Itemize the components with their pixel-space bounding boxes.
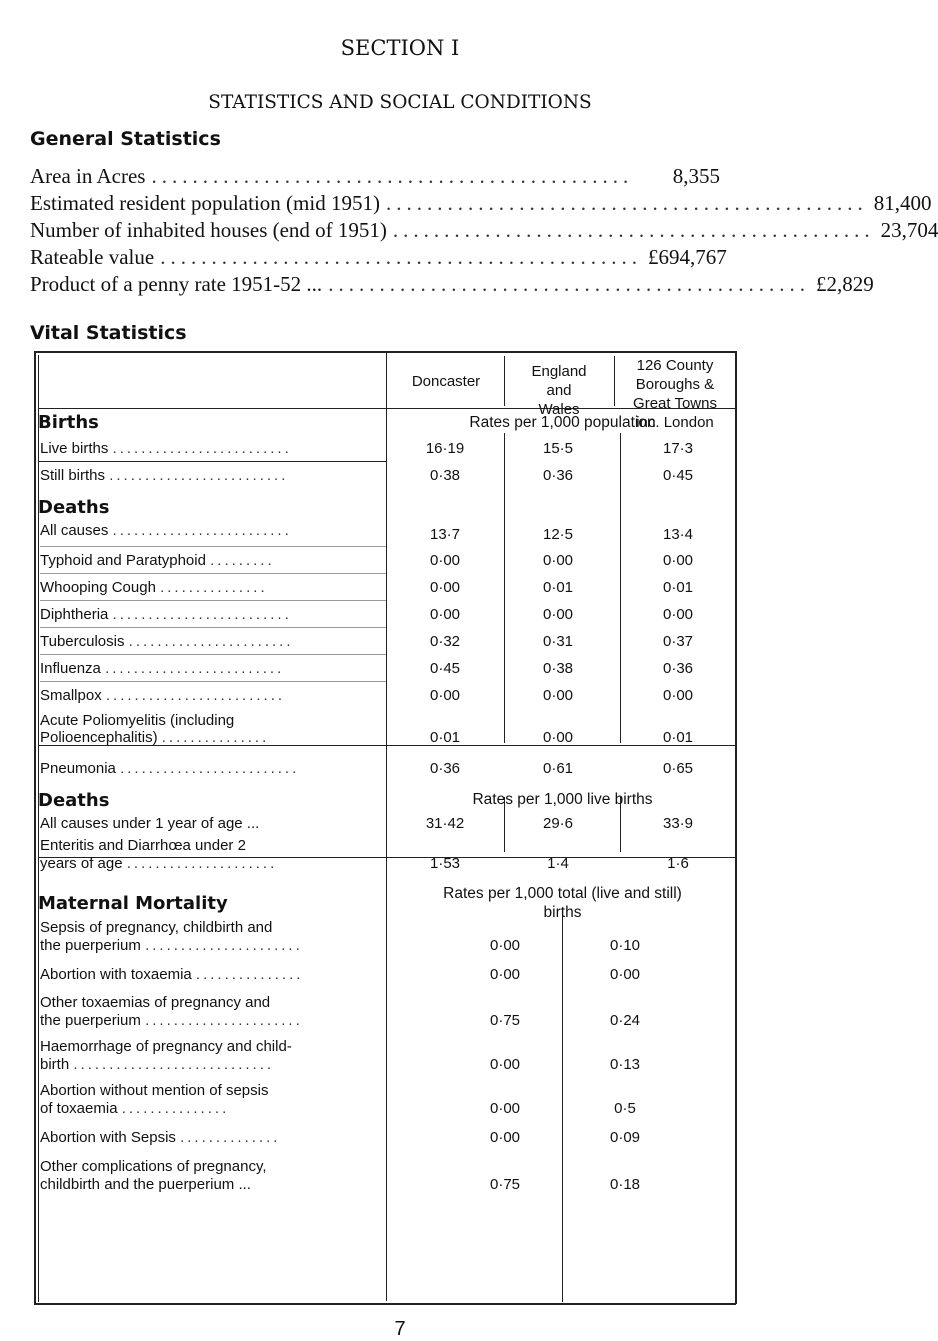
table-border-bottom	[34, 1303, 736, 1305]
row-rule	[40, 627, 386, 628]
table-row-label: Typhoid and Paratyphoid .........	[40, 552, 275, 569]
col-header-county: 126 County Boroughs & Great Towns inc. London	[633, 357, 717, 431]
births-heading: Births	[38, 412, 99, 433]
page-title: STATISTICS AND SOCIAL CONDITIONS	[208, 92, 592, 113]
cell-county: 0·01	[662, 729, 694, 746]
deaths-heading: Deaths	[38, 497, 110, 518]
infant-deaths-heading: Deaths	[38, 790, 110, 811]
table-row-label: Other toxaemias of pregnancy and the puerperium ......................	[40, 994, 303, 1029]
table-row-label: Still births .........................	[40, 467, 289, 484]
cell-county: 0·18	[609, 1176, 641, 1193]
cell-doncaster: 0·75	[489, 1176, 521, 1193]
cell-doncaster: 0·00	[489, 1129, 521, 1146]
cell-doncaster: 0·75	[489, 1012, 521, 1029]
cell-england: 12·5	[542, 526, 574, 543]
cell-county: 0·10	[609, 937, 641, 954]
col-divider-1-body	[504, 433, 505, 743]
cell-england: 29·6	[542, 815, 574, 832]
cell-england: 0·61	[542, 760, 574, 777]
cell-doncaster: 0·00	[429, 579, 461, 596]
cell-doncaster: 0·00	[429, 606, 461, 623]
table-row-label: Smallpox .........................	[40, 687, 286, 704]
cell-england: 0·36	[542, 467, 574, 484]
general-row: Estimated resident population (mid 1951) ............................................... 81,400	[30, 191, 932, 215]
cell-doncaster: 0·00	[489, 1056, 521, 1073]
cell-county: 17·3	[662, 440, 694, 457]
table-row-label: Abortion with Sepsis ..............	[40, 1129, 281, 1146]
row-rule	[40, 573, 386, 574]
cell-county: 0·01	[662, 579, 694, 596]
infant-rate-label: Rates per 1,000 live births	[472, 791, 653, 808]
table-row-label: Pneumonia .........................	[40, 760, 300, 777]
table-row-label: All causes .........................	[40, 522, 292, 539]
row-rule	[40, 681, 386, 682]
cell-england: 0·00	[542, 729, 574, 746]
cell-doncaster: 0·38	[429, 467, 461, 484]
cell-county: 0·45	[662, 467, 694, 484]
table-border-top	[34, 351, 736, 353]
cell-england: 0·00	[542, 552, 574, 569]
cell-county: 0·65	[662, 760, 694, 777]
births-rule	[38, 461, 386, 462]
cell-county: 13·4	[662, 526, 694, 543]
cell-doncaster: 0·32	[429, 633, 461, 650]
general-heading: General Statistics	[30, 128, 221, 150]
cell-england: 0·00	[542, 606, 574, 623]
col-divider-maternal	[562, 914, 563, 1302]
col-header-doncaster: Doncaster	[411, 373, 481, 390]
table-row-label: Abortion without mention of sepsis of toxaemia ...............	[40, 1082, 269, 1117]
col-divider-2-body	[620, 433, 621, 743]
cell-doncaster: 0·00	[489, 937, 521, 954]
cell-doncaster: 13·7	[429, 526, 461, 543]
cell-doncaster: 0·00	[489, 1100, 521, 1117]
cell-doncaster: 16·19	[425, 440, 465, 457]
cell-doncaster: 0·36	[429, 760, 461, 777]
table-row-label: Enteritis and Diarrhœa under 2 years of age .....................	[40, 837, 278, 872]
cell-doncaster: 1·53	[429, 855, 461, 872]
cell-doncaster: 0·45	[429, 660, 461, 677]
cell-county: 0·00	[662, 606, 694, 623]
col-divider-label	[386, 351, 387, 1301]
cell-county: 33·9	[662, 815, 694, 832]
table-row-label: Influenza .........................	[40, 660, 285, 677]
section-heading: SECTION I	[340, 36, 460, 60]
cell-england: 0·00	[542, 687, 574, 704]
cell-england: 15·5	[542, 440, 574, 457]
cell-county: 0·00	[609, 966, 641, 983]
cell-county: 0·09	[609, 1129, 641, 1146]
cell-county: 0·00	[662, 552, 694, 569]
table-row-label: Whooping Cough ...............	[40, 579, 268, 596]
vital-heading: Vital Statistics	[30, 322, 187, 344]
row-rule	[40, 600, 386, 601]
cell-england: 0·31	[542, 633, 574, 650]
page-number: 7	[394, 1318, 406, 1340]
general-row: Product of a penny rate 1951-52 ... ............................................... £2,829	[30, 272, 874, 296]
table-row-label: Tuberculosis .......................	[40, 633, 294, 650]
col-header-england: England and Wales	[531, 363, 587, 418]
row-rule	[40, 654, 386, 655]
cell-england: 0·38	[542, 660, 574, 677]
table-row-label: Live births .........................	[40, 440, 292, 457]
cell-county: 0·36	[662, 660, 694, 677]
table-border-right	[735, 351, 737, 1304]
cell-doncaster: 0·00	[429, 687, 461, 704]
cell-doncaster: 0·01	[429, 729, 461, 746]
cell-county: 1·6	[667, 855, 689, 872]
general-row: Number of inhabited houses (end of 1951) ............................................... 23,704	[30, 218, 938, 242]
cell-county: 0·24	[609, 1012, 641, 1029]
row-rule	[40, 546, 386, 547]
table-row-label: All causes under 1 year of age ...	[40, 815, 260, 832]
table-border-left	[34, 351, 36, 1304]
cell-county: 0·13	[609, 1056, 641, 1073]
general-row: Area in Acres ............................................... 8,355	[30, 164, 720, 188]
col-divider-2	[614, 356, 615, 406]
table-row-label: Abortion with toxaemia ...............	[40, 966, 304, 983]
cell-county: 0·00	[662, 687, 694, 704]
general-row: Rateable value ............................................... £694,767	[30, 245, 727, 269]
cell-doncaster: 0·00	[489, 966, 521, 983]
table-row-label: Haemorrhage of pregnancy and child- birth ............................	[40, 1038, 292, 1073]
cell-england: 1·4	[547, 855, 569, 872]
births-rate-label: Rates per 1,000 population	[469, 414, 656, 431]
table-row-label: Acute Poliomyelitis (including Polioencephalitis) ...............	[40, 712, 270, 746]
cell-england: 0·01	[542, 579, 574, 596]
cell-doncaster: 0·00	[429, 552, 461, 569]
maternal-heading: Maternal Mortality	[38, 893, 228, 914]
table-row-label: Other complications of pregnancy, childbirth and the puerperium ...	[40, 1158, 267, 1193]
cell-doncaster: 31·42	[425, 815, 465, 832]
maternal-rate-label: Rates per 1,000 total (live and still) births	[443, 885, 682, 921]
table-row-label: Sepsis of pregnancy, childbirth and the puerperium ......................	[40, 919, 303, 954]
cell-county: 0·37	[662, 633, 694, 650]
table-row-label: Diphtheria .........................	[40, 606, 292, 623]
cell-county: 0·5	[614, 1100, 636, 1117]
